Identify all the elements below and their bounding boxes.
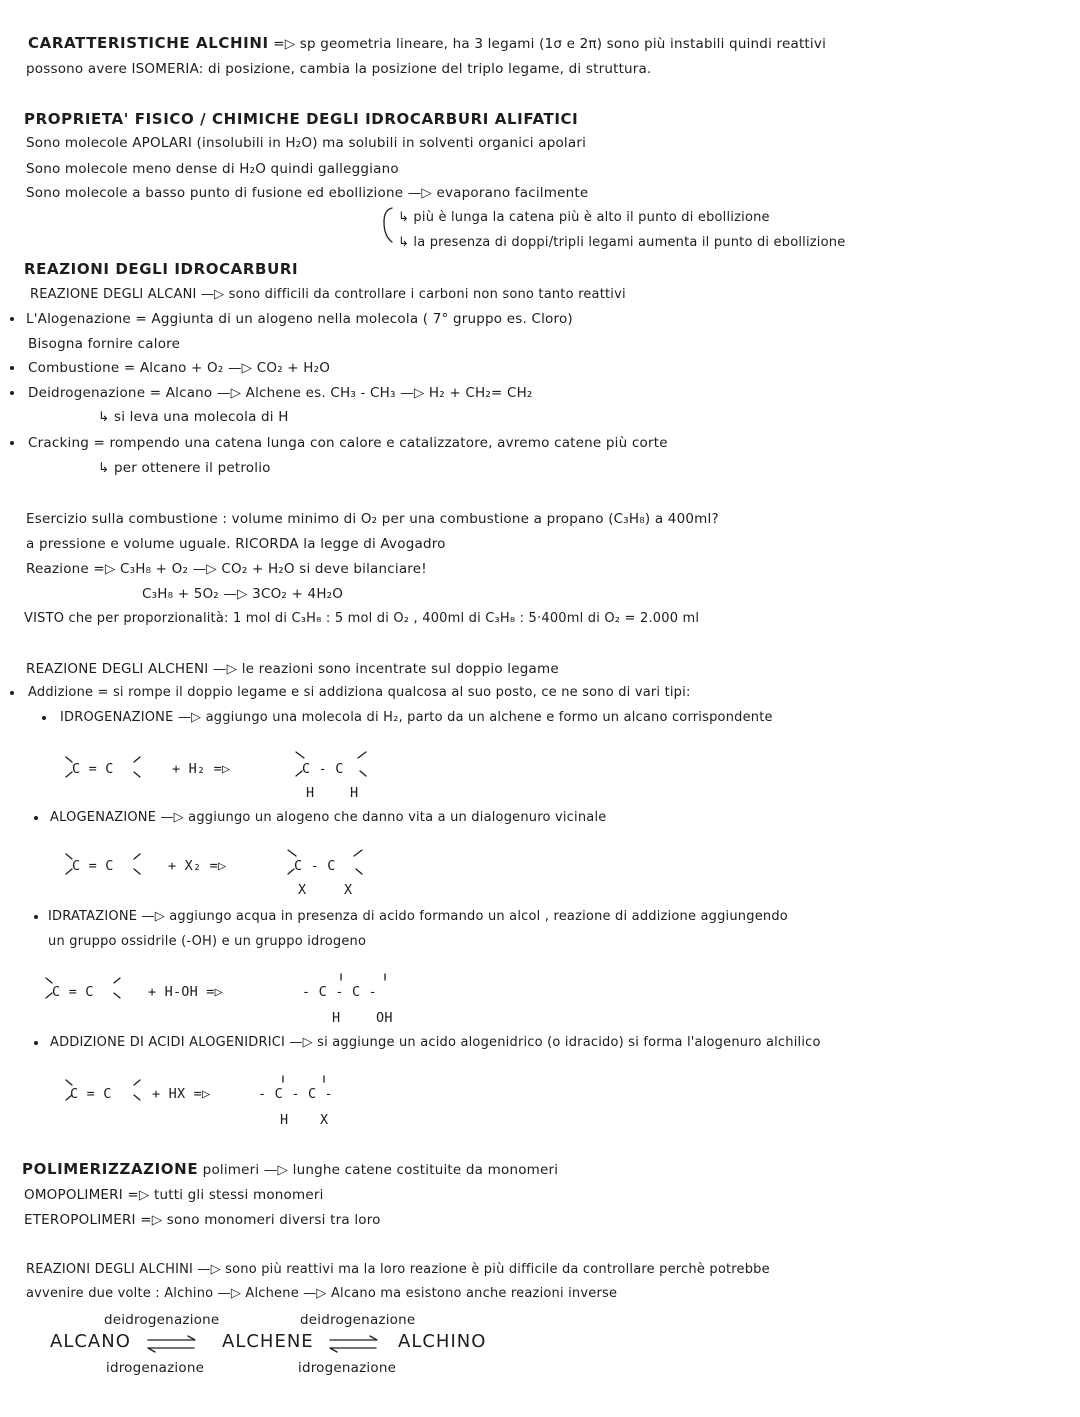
polymerization-heading: POLIMERIZZAZIONE: [22, 1160, 199, 1178]
alchini-heading: CARATTERISTICHE ALCHINI: [28, 34, 269, 52]
product-substituent: OH: [376, 1010, 393, 1026]
property-subnote: ↳ la presenza di doppi/tripli legami aumenta il punto di ebollizione: [398, 235, 846, 250]
scheme-alchene: ALCHENE: [222, 1331, 314, 1352]
equation-reagent: + X₂ =▷: [168, 858, 227, 874]
bond-line: [134, 854, 140, 859]
equation-product: C - C: [294, 858, 336, 874]
eteropolimeri-line: ETEROPOLIMERI =▷ sono monomeri diversi tra loro: [24, 1212, 381, 1228]
alchini-reactions-line: REAZIONI DEGLI ALCHINI —▷ sono più reattivi ma la loro reazione è più difficile da controllare perchè potrebbe: [26, 1262, 770, 1277]
deidrogenazione-note: ↳ si leva una molecola di H: [98, 409, 289, 425]
bond-line: [66, 869, 72, 874]
bond-line: [46, 978, 52, 983]
alchini-reactions-line: avvenire due volte : Alchino —▷ Alchene —▷ Alcano ma esistono anche reazioni inverse: [26, 1286, 618, 1301]
scheme-label-idrogenazione: idrogenazione: [298, 1360, 397, 1376]
bond-line: [134, 1080, 140, 1085]
idratazione-line: un gruppo ossidrile (-OH) e un gruppo idrogeno: [48, 934, 367, 949]
alogenazione-line: L'Alogenazione = Aggiunta di un alogeno nella molecola ( 7° gruppo es. Cloro): [26, 311, 573, 327]
alcani-intro: REAZIONE DEGLI ALCANI —▷ sono difficili da controllare i carboni non sono tanto reattivi: [30, 287, 626, 302]
cracking-note: ↳ per ottenere il petrolio: [98, 460, 271, 476]
alchini-line-2: possono avere ISOMERIA: di posizione, cambia la posizione del triplo legame, di struttura.: [26, 61, 652, 77]
bracket-icon: [384, 208, 392, 242]
bond-line: [296, 752, 304, 758]
bond-line: [360, 771, 366, 776]
addizione-line: Addizione = si rompe il doppio legame e si addiziona qualcosa al suo posto, ce ne sono di vari tipi:: [28, 685, 691, 700]
reactions-heading: REAZIONI DEGLI IDROCARBURI: [24, 260, 299, 278]
equation-product: C - C: [302, 761, 344, 777]
equation-product: - C - C -: [302, 984, 377, 1000]
equation-reactant: C = C: [72, 858, 114, 874]
equation-product: - C - C -: [258, 1086, 333, 1102]
bond-line: [66, 1095, 72, 1100]
omopolimeri-line: OMOPOLIMERI =▷ tutti gli stessi monomeri: [24, 1187, 324, 1203]
bond-line: [66, 757, 72, 762]
scheme-label-deidrogenazione: deidrogenazione: [300, 1312, 416, 1328]
product-substituent: H: [280, 1112, 289, 1128]
alcheni-heading: REAZIONE DEGLI ALCHENI —▷ le reazioni sono incentrate sul doppio legame: [26, 661, 559, 677]
scheme-label-deidrogenazione: deidrogenazione: [104, 1312, 220, 1328]
product-substituent: X: [344, 882, 353, 898]
product-substituent: X: [298, 882, 307, 898]
exercise-line: Reazione =▷ C₃H₈ + O₂ —▷ CO₂ + H₂O si deve bilanciare!: [26, 561, 427, 577]
idrogenazione-line: IDROGENAZIONE —▷ aggiungo una molecola di H₂, parto da un alchene e formo un alcano corrispondente: [60, 710, 773, 725]
alogenazione-note: Bisogna fornire calore: [28, 336, 181, 352]
scheme-alchino: ALCHINO: [398, 1331, 487, 1352]
bond-line: [46, 993, 52, 998]
bond-line: [358, 752, 366, 758]
equation-reagent: + HX =▷: [152, 1086, 211, 1102]
product-substituent: X: [320, 1112, 329, 1128]
bond-line: [288, 869, 294, 874]
bond-line: [356, 869, 362, 874]
bond-line: [134, 869, 140, 874]
exercise-line: VISTO che per proporzionalità: 1 mol di C₃H₈ : 5 mol di O₂ , 400ml di C₃H₈ : 5·400ml di O₂ = 2.000 ml: [24, 611, 700, 626]
bond-line: [114, 993, 120, 998]
bond-line: [66, 772, 72, 777]
alogenazione-alcheni-line: ALOGENAZIONE —▷ aggiungo un alogeno che danno vita a un dialogenuro vicinale: [50, 810, 607, 825]
product-substituent: H: [332, 1010, 341, 1026]
property-line: Sono molecole meno dense di H₂O quindi galleggiano: [26, 161, 399, 177]
bond-line: [354, 850, 362, 856]
property-subnote: ↳ più è lunga la catena più è alto il punto di ebollizione: [398, 210, 770, 225]
bond-line: [66, 854, 72, 859]
exercise-balanced-equation: C₃H₈ + 5O₂ —▷ 3CO₂ + 4H₂O: [142, 586, 344, 602]
bond-line: [288, 850, 296, 856]
scheme-alcano: ALCANO: [50, 1331, 131, 1352]
properties-heading: PROPRIETA' FISICO / CHIMICHE DEGLI IDROCARBURI ALIFATICI: [24, 110, 579, 128]
combustione-line: Combustione = Alcano + O₂ —▷ CO₂ + H₂O: [28, 360, 331, 376]
product-substituent: H: [306, 785, 315, 801]
scheme-label-idrogenazione: idrogenazione: [106, 1360, 205, 1376]
bond-line: [114, 978, 120, 983]
bond-line: [134, 757, 140, 762]
bond-line: [134, 1095, 140, 1100]
equation-reactant: C = C: [70, 1086, 112, 1102]
property-line: Sono molecole a basso punto di fusione ed ebollizione —▷ evaporano facilmente: [26, 185, 589, 201]
equation-reagent: + H-OH =▷: [148, 984, 223, 1000]
polymerization-line: polimeri —▷ lunghe catene costituite da monomeri: [202, 1162, 559, 1178]
equation-reactant: C = C: [52, 984, 94, 1000]
equation-reagent: + H₂ =▷: [172, 761, 231, 777]
idratazione-line: IDRATAZIONE —▷ aggiungo acqua in presenza di acido formando un alcol , reazione di addizione aggiungendo: [48, 909, 788, 924]
property-line: Sono molecole APOLARI (insolubili in H₂O) ma solubili in solventi organici apolari: [26, 135, 587, 151]
bond-line: [134, 772, 140, 777]
acidi-line: ADDIZIONE DI ACIDI ALOGENIDRICI —▷ si aggiunge un acido alogenidrico (o idracido) si forma l'alogenuro alchilico: [50, 1035, 821, 1050]
exercise-line: Esercizio sulla combustione : volume minimo di O₂ per una combustione a propano (C₃H₈) a 400ml?: [26, 511, 719, 527]
cracking-line: Cracking = rompendo una catena lunga con calore e catalizzatore, avremo catene più corte: [28, 435, 668, 451]
alchini-line-1: =▷ sp geometria lineare, ha 3 legami (1σ e 2π) sono più instabili quindi reattivi: [273, 36, 827, 52]
equation-reactant: C = C: [72, 761, 114, 777]
deidrogenazione-line: Deidrogenazione = Alcano —▷ Alchene es. CH₃ - CH₃ —▷ H₂ + CH₂= CH₂: [28, 385, 533, 401]
bond-line: [296, 771, 302, 776]
bond-line: [66, 1080, 72, 1085]
exercise-line: a pressione e volume uguale. RICORDA la legge di Avogadro: [26, 536, 446, 552]
product-substituent: H: [350, 785, 359, 801]
